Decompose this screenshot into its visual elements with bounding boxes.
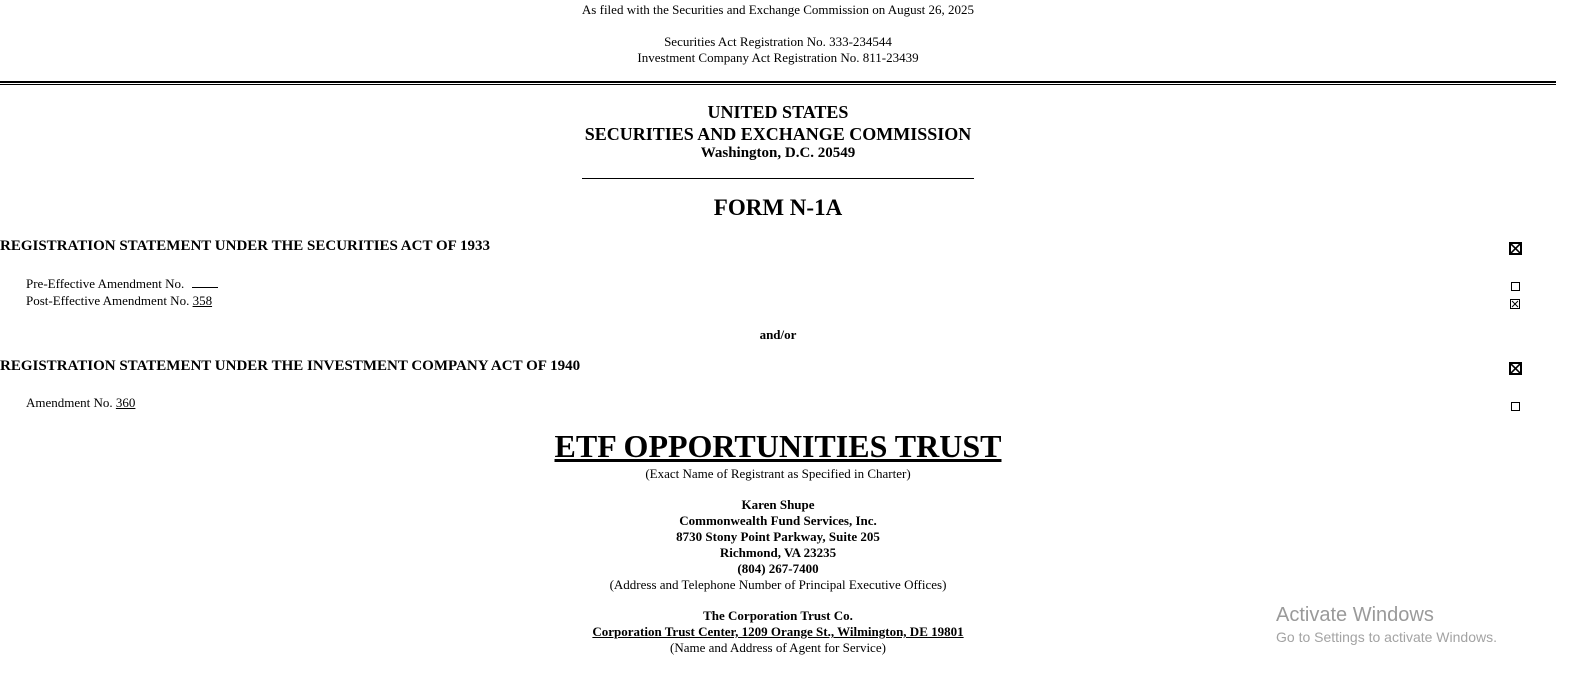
office-contact: Karen Shupe [741,497,815,512]
reg-1940-checkbox[interactable] [1508,362,1522,380]
agent-address: Corporation Trust Center, 1209 Orange St., Wilmington, DE 19801 [592,624,964,639]
reg-1933-title: REGISTRATION STATEMENT UNDER THE SECURITIES ACT OF 1933 [0,238,490,254]
filed-line: As filed with the Securities and Exchange Commission on August 26, 2025 [581,2,975,17]
agency-line-3: Washington, D.C. 20549 [700,145,856,161]
investment-company-registration: Investment Company Act Registration No. 811-23439 [637,50,919,65]
amendment-checkbox[interactable] [1508,398,1522,416]
office-company: Commonwealth Fund Services, Inc. [679,513,877,528]
amendment-number: 360 [115,395,136,410]
pre-effective-checkbox[interactable] [1508,278,1522,296]
office-phone: (804) 267-7400 [737,561,819,576]
reg-1940-title: REGISTRATION STATEMENT UNDER THE INVESTMENT COMPANY ACT OF 1940 [0,358,581,374]
registrant-name: ETF OPPORTUNITIES TRUST [554,428,1002,464]
amendment-label: Amendment No. [26,395,113,410]
office-city: Richmond, VA 23235 [719,545,837,560]
amendment-1940 [26,395,135,411]
pre-effective-amendment [26,275,218,292]
agent-caption: (Name and Address of Agent for Service) [670,640,886,655]
form-title: FORM N-1A [713,195,843,220]
post-effective-number: 358 [192,293,213,308]
activate-windows-title: Activate Windows [1276,604,1434,626]
post-effective-checkbox[interactable] [1508,296,1522,314]
office-street: 8730 Stony Point Parkway, Suite 205 [676,529,880,544]
pre-effective-label: Pre-Effective Amendment No. [26,276,185,291]
post-effective-amendment [26,293,212,309]
header-divider [0,81,1556,85]
registrant-caption: (Exact Name of Registrant as Specified in Charter) [645,466,911,481]
activate-windows-subtitle: Go to Settings to activate Windows. [1276,629,1497,645]
and-or: and/or [759,327,797,342]
pre-effective-blank [192,275,218,288]
agency-line-1: UNITED STATES [707,102,849,122]
securities-act-registration: Securities Act Registration No. 333-234544 [664,34,892,49]
agency-line-2: SECURITIES AND EXCHANGE COMMISSION [584,124,972,144]
agency-divider [582,178,974,179]
office-caption: (Address and Telephone Number of Principal Executive Offices) [609,577,947,592]
agent-name: The Corporation Trust Co. [703,608,853,623]
reg-1933-checkbox[interactable] [1508,242,1522,260]
post-effective-label: Post-Effective Amendment No. [26,293,190,308]
